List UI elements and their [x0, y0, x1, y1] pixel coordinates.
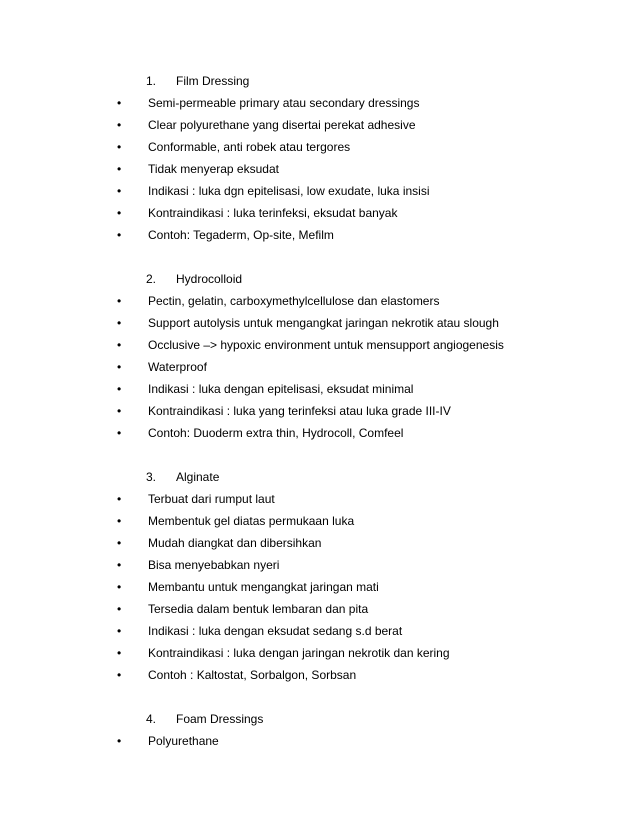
bullet-icon: •: [117, 514, 122, 528]
document-body: [0, 70, 638, 752]
section-spacer: [0, 686, 638, 708]
bullet-icon: •: [117, 294, 122, 308]
section-heading: [0, 708, 638, 730]
bullet-icon: •: [117, 426, 122, 440]
list-item-text: Kontraindikasi : luka yang terinfeksi atau luka grade III-IV: [148, 404, 451, 418]
list-item-text: Terbuat dari rumput laut: [148, 492, 275, 506]
list-item: [0, 202, 638, 224]
list-item: [0, 136, 638, 158]
list-item-text: Occlusive –> hypoxic environment untuk mensupport angiogenesis: [148, 338, 504, 352]
section-spacer: [0, 246, 638, 268]
section-spacer: [0, 444, 638, 466]
list-item: [0, 334, 638, 356]
list-item: [0, 92, 638, 114]
section-title: Hydrocolloid: [176, 272, 243, 286]
list-item: [0, 378, 638, 400]
list-item-text: Kontraindikasi : luka dengan jaringan nekrotik dan kering: [148, 646, 450, 660]
list-item-text: Semi-permeable primary atau secondary dressings: [148, 96, 420, 110]
bullet-icon: •: [117, 536, 122, 550]
list-item-text: Indikasi : luka dengan epitelisasi, eksudat minimal: [148, 382, 414, 396]
list-item-text: Polyurethane: [148, 734, 219, 748]
list-item-text: Tidak menyerap eksudat: [148, 162, 279, 176]
bullet-icon: •: [117, 162, 122, 176]
list-item: [0, 224, 638, 246]
bullet-icon: •: [117, 624, 122, 638]
section-title: Film Dressing: [176, 74, 250, 88]
list-item: [0, 400, 638, 422]
bullet-icon: •: [117, 228, 122, 242]
list-item: [0, 356, 638, 378]
list-item: [0, 620, 638, 642]
bullet-list: [0, 488, 638, 686]
bullet-icon: •: [117, 140, 122, 154]
list-item: [0, 532, 638, 554]
bullet-icon: •: [117, 646, 122, 660]
list-item: [0, 642, 638, 664]
section-heading: [0, 70, 638, 92]
bullet-icon: •: [117, 360, 122, 374]
bullet-icon: •: [117, 558, 122, 572]
section-number: 3.: [146, 470, 157, 484]
list-item-text: Support autolysis untuk mengangkat jaringan nekrotik atau slough: [148, 316, 499, 330]
list-item-text: Bisa menyebabkan nyeri: [148, 558, 280, 572]
section-title: Alginate: [176, 470, 220, 484]
list-item-text: Contoh: Duoderm extra thin, Hydrocoll, Comfeel: [148, 426, 404, 440]
bullet-list: [0, 730, 638, 752]
list-item: [0, 576, 638, 598]
list-item: [0, 290, 638, 312]
bullet-icon: •: [117, 734, 122, 748]
list-item: [0, 730, 638, 752]
bullet-icon: •: [117, 206, 122, 220]
bullet-icon: •: [117, 492, 122, 506]
section-title: Foam Dressings: [176, 712, 264, 726]
list-item: [0, 180, 638, 202]
list-item-text: Clear polyurethane yang disertai perekat adhesive: [148, 118, 416, 132]
list-item-text: Contoh : Kaltostat, Sorbalgon, Sorbsan: [148, 668, 357, 682]
list-item: [0, 312, 638, 334]
list-item-text: Tersedia dalam bentuk lembaran dan pita: [148, 602, 369, 616]
list-item-text: Pectin, gelatin, carboxymethylcellulose dan elastomers: [148, 294, 440, 308]
section-heading: [0, 466, 638, 488]
list-item-text: Membentuk gel diatas permukaan luka: [148, 514, 355, 528]
list-item: [0, 664, 638, 686]
bullet-list: [0, 290, 638, 444]
list-item-text: Contoh: Tegaderm, Op-site, Mefilm: [148, 228, 334, 242]
list-item-text: Conformable, anti robek atau tergores: [148, 140, 351, 154]
list-item-text: Waterproof: [148, 360, 207, 374]
bullet-icon: •: [117, 404, 122, 418]
bullet-icon: •: [117, 382, 122, 396]
bullet-icon: •: [117, 184, 122, 198]
bullet-icon: •: [117, 602, 122, 616]
section-4: [0, 708, 638, 752]
list-item: [0, 114, 638, 136]
list-item: [0, 554, 638, 576]
list-item-text: Membantu untuk mengangkat jaringan mati: [148, 580, 379, 594]
list-item: [0, 510, 638, 532]
bullet-icon: •: [117, 316, 122, 330]
list-item: [0, 422, 638, 444]
list-item-text: Mudah diangkat dan dibersihkan: [148, 536, 322, 550]
list-item: [0, 158, 638, 180]
section-2: [0, 268, 638, 444]
list-item: [0, 488, 638, 510]
bullet-list: [0, 92, 638, 246]
bullet-icon: •: [117, 668, 122, 682]
section-number: 1.: [146, 74, 157, 88]
bullet-icon: •: [117, 96, 122, 110]
section-number: 2.: [146, 272, 157, 286]
list-item: [0, 598, 638, 620]
bullet-icon: •: [117, 580, 122, 594]
list-item-text: Indikasi : luka dengan eksudat sedang s.d berat: [148, 624, 403, 638]
section-number: 4.: [146, 712, 157, 726]
bullet-icon: •: [117, 338, 122, 352]
section-heading: [0, 268, 638, 290]
section-3: [0, 466, 638, 686]
bullet-icon: •: [117, 118, 122, 132]
list-item-text: Kontraindikasi : luka terinfeksi, eksudat banyak: [148, 206, 398, 220]
list-item-text: Indikasi : luka dgn epitelisasi, low exudate, luka insisi: [148, 184, 430, 198]
section-1: [0, 70, 638, 246]
